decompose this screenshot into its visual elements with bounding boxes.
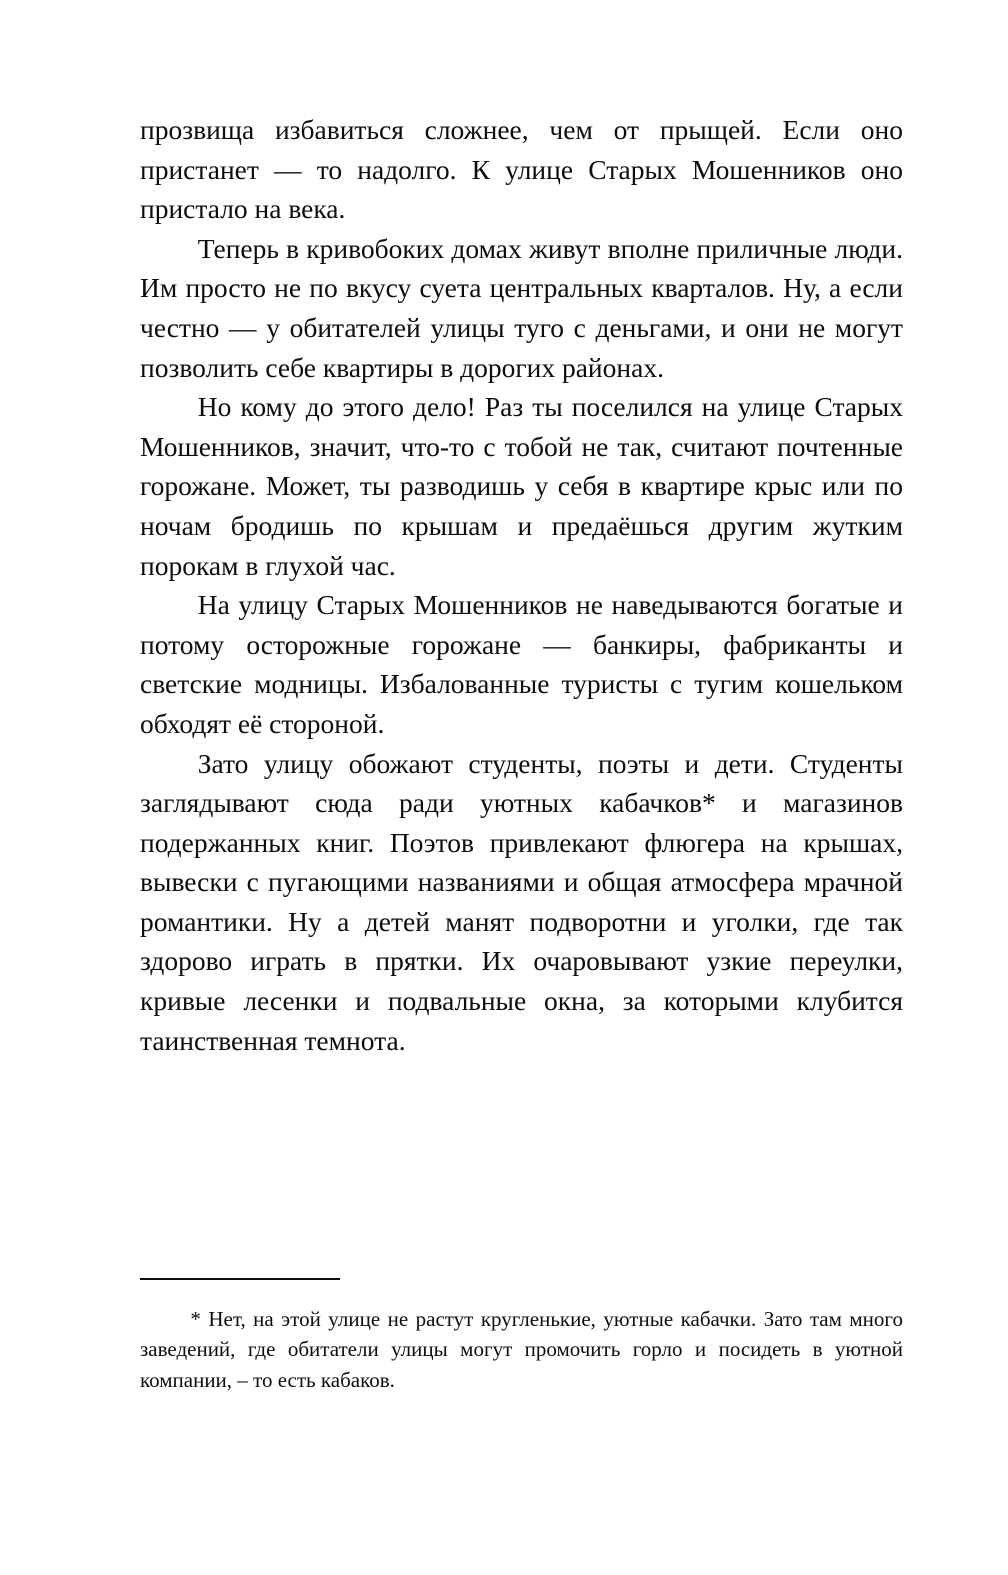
paragraph: На улицу Старых Мошенников не наведываются богатые и потому осторожные горожане — банкиры, фабриканты и светские модницы. Избалованные туристы с тугим кошельком обходят её стороной.	[140, 589, 903, 739]
footnote-area	[140, 1278, 903, 1395]
paragraph: Но кому до этого дело! Раз ты поселился на улице Старых Мошенников, значит, что-то с тобой не так, считают почтенные горожане. Может, ты разводишь у себя в квартире крыс или по ночам бродишь по крышам и предаёшься другим жутким порокам в глухой час.	[140, 391, 903, 581]
footnote-separator	[140, 1278, 340, 1280]
footnote-paragraph: * Нет, на этой улице не растут кругленькие, уютные кабачки. Зато там много заведений, где обитатели улицы могут промочить горло и посидеть в уютной компании, – то есть кабаков.	[140, 1306, 903, 1392]
page-body	[140, 110, 903, 1060]
paragraph: прозвища избавиться сложнее, чем от прыщей. Если оно пристанет — то надолго. К улице Старых Мошенников оно пристало на века.	[140, 114, 903, 225]
paragraph: Зато улицу обожают студенты, поэты и дети. Студенты заглядывают сюда ради уютных кабачков* и магазинов подержанных книг. Поэтов привлекают флюгера на крышах, вывески с пугающими названиями и общая атмосфера мрачной романтики. Ну а детей манят подворотни и уголки, где так здорово играть в прятки. Их очаровывают узкие переулки, кривые лесенки и подвальные окна, за которыми клубится таинственная темнота.	[140, 747, 903, 1056]
paragraph: Теперь в кривобоких домах живут вполне приличные люди. Им просто не по вкусу суета центральных кварталов. Ну, а если честно — у обитателей улицы туго с деньгами, и они не могут позволить себе квартиры в дорогих районах.	[140, 232, 903, 383]
footnote-body	[140, 1304, 903, 1395]
